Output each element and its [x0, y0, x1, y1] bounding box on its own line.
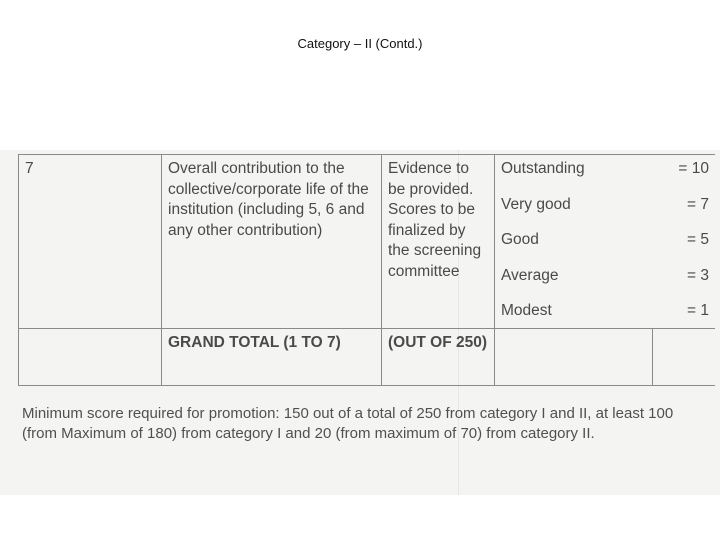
- empty-cell: [19, 329, 162, 386]
- grade-score: = 10: [678, 160, 709, 177]
- evidence-cell: Evidence to be provided. Scores to be finalized by the screening committee: [382, 155, 495, 329]
- promotion-note: Minimum score required for promotion: 150 out of a total of 250 from category I and II, at least 100 (from Maximum of 180) from category I and 20 (from maximum of 70) from category II.: [22, 405, 674, 442]
- grade-good: [501, 230, 709, 251]
- grade-outstanding: [501, 159, 709, 180]
- grade-score: = 3: [687, 266, 709, 284]
- grade-average: [501, 266, 709, 287]
- table-row: [19, 155, 716, 329]
- score-table: [18, 154, 715, 386]
- grade-label: Average: [501, 266, 559, 284]
- item-description-cell: Overall contribution to the collective/corporate life of the institution (including 5, 6 and any other contribution): [162, 155, 382, 329]
- empty-cell: [653, 329, 716, 386]
- page-title: Category – II (Contd.): [297, 36, 423, 51]
- empty-cell: [495, 329, 653, 386]
- grade-label: Modest: [501, 302, 552, 319]
- grade-score: = 7: [687, 195, 709, 213]
- grade-very-good: [501, 195, 709, 216]
- grade-score: = 1: [687, 302, 709, 319]
- grand-total-label: GRAND TOTAL (1 TO 7): [162, 329, 382, 386]
- table-row: [19, 329, 716, 386]
- grade-modest: [501, 301, 709, 322]
- grand-total-value: (OUT OF 250): [382, 329, 495, 386]
- item-number-cell: 7: [19, 155, 162, 329]
- grade-label: Good: [501, 231, 539, 248]
- grade-label: Very good: [501, 195, 571, 213]
- grade-score: = 5: [687, 231, 709, 248]
- grade-label: Outstanding: [501, 160, 585, 177]
- grades-cell: [495, 155, 716, 329]
